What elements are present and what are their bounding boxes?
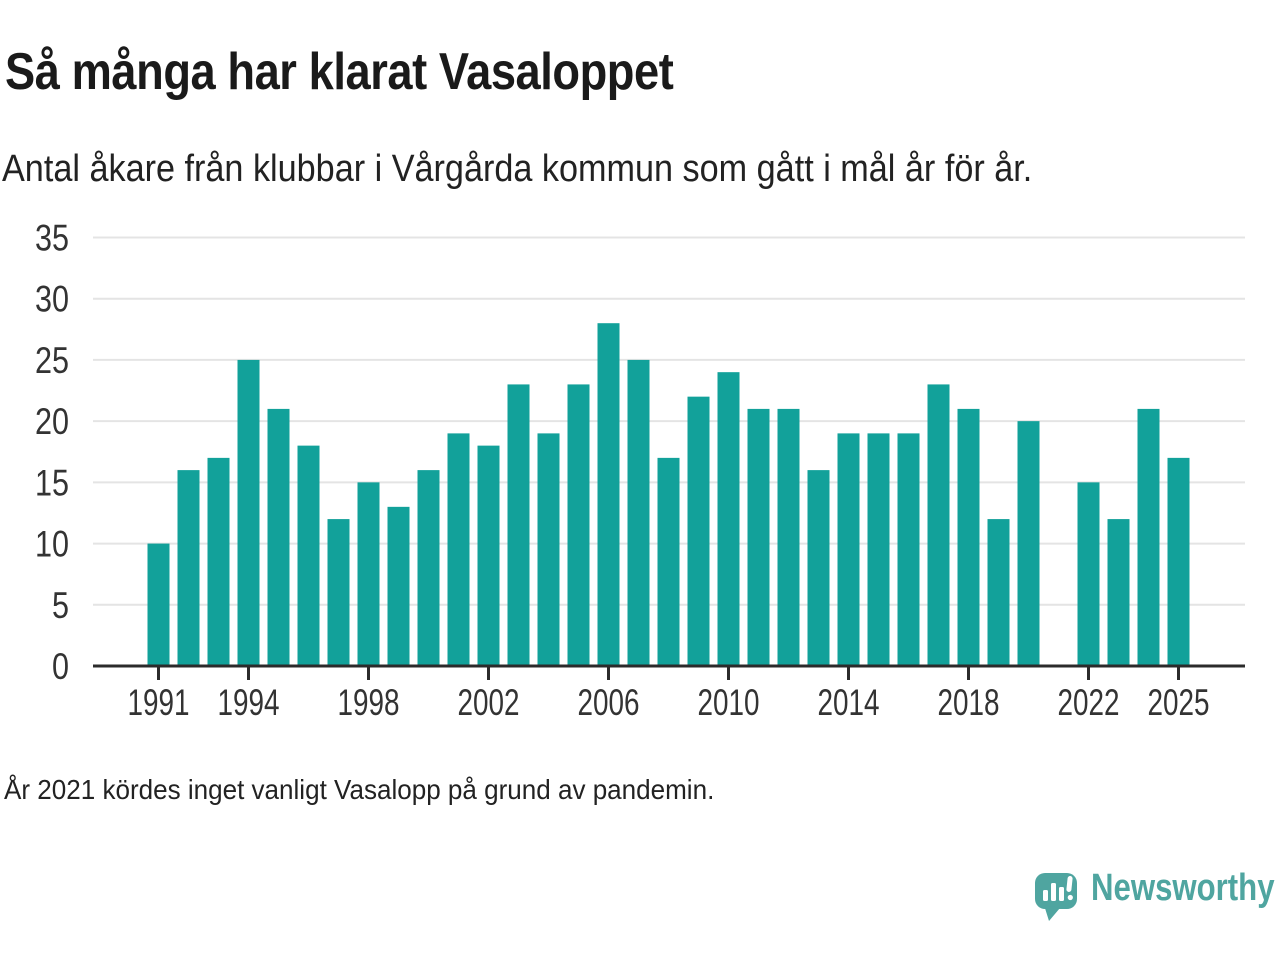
- mini-bar-icon: [1043, 890, 1048, 901]
- y-tick-label-25: 25: [35, 339, 69, 381]
- y-tick-label-5: 5: [52, 584, 69, 626]
- bar-1993: [208, 458, 230, 666]
- bar-2011: [748, 409, 770, 666]
- bar-1992: [178, 470, 200, 666]
- bar-2007: [628, 360, 650, 666]
- y-tick-label-0: 0: [52, 646, 69, 687]
- bar-2003: [508, 384, 530, 666]
- x-tick-label-2022: 2022: [1057, 682, 1120, 723]
- bar-2017: [928, 384, 950, 666]
- bar-1995: [268, 409, 290, 666]
- y-tick-label-10: 10: [35, 523, 69, 565]
- bar-2012: [778, 409, 800, 666]
- bar-2024: [1138, 409, 1160, 666]
- bar-2001: [448, 433, 470, 666]
- x-tick-label-1991: 1991: [127, 682, 190, 723]
- bar-2020: [1018, 421, 1040, 666]
- x-tick-label-2014: 2014: [817, 682, 880, 723]
- chart-title: Så många har klarat Vasaloppet: [5, 43, 674, 101]
- bar-1997: [328, 519, 350, 666]
- x-tick-label-2025: 2025: [1147, 682, 1210, 723]
- bar-2019: [988, 519, 1010, 666]
- mini-bar-icon: [1059, 887, 1064, 901]
- bar-2018: [958, 409, 980, 666]
- bar-2023: [1108, 519, 1130, 666]
- x-tick-label-2018: 2018: [937, 682, 1000, 723]
- bar-2009: [688, 397, 710, 666]
- footnote: År 2021 kördes inget vanligt Vasalopp på grund av pandemin.: [4, 774, 715, 805]
- chart-subtitle: Antal åkare från klubbar i Vårgårda kommun som gått i mål år för år.: [2, 148, 1033, 190]
- y-tick-label-35: 35: [35, 217, 69, 259]
- y-tick-label-20: 20: [35, 401, 69, 443]
- brand-name: Newsworthy: [1091, 867, 1275, 909]
- x-tick-label-1998: 1998: [337, 682, 400, 723]
- bar-1996: [298, 446, 320, 666]
- bar-2004: [538, 433, 560, 666]
- bar-2015: [868, 433, 890, 666]
- bar-2014: [838, 433, 860, 666]
- y-tick-label-30: 30: [35, 278, 69, 320]
- newsworthy-logo-icon: [1035, 871, 1079, 923]
- x-tick-label-2006: 2006: [577, 682, 640, 723]
- x-tick-label-2002: 2002: [457, 682, 520, 723]
- bar-1998: [358, 482, 380, 666]
- bar-1991: [148, 544, 170, 666]
- bar-2000: [418, 470, 440, 666]
- newsworthy-branding: [1035, 869, 1280, 923]
- bar-2016: [898, 433, 920, 666]
- x-tick-label-1994: 1994: [217, 682, 280, 723]
- exclamation-dot-icon: [1068, 895, 1073, 900]
- bar-2025: [1168, 458, 1190, 666]
- bar-2010: [718, 372, 740, 666]
- bar-2002: [478, 446, 500, 666]
- mini-bar-icon: [1051, 883, 1056, 901]
- bar-1994: [238, 360, 260, 666]
- bar-1999: [388, 507, 410, 666]
- x-tick-label-2010: 2010: [697, 682, 760, 723]
- y-tick-label-15: 15: [35, 462, 69, 504]
- bar-2008: [658, 458, 680, 666]
- bar-2013: [808, 470, 830, 666]
- bar-2006: [598, 323, 620, 666]
- bar-2022: [1078, 482, 1100, 666]
- bar-2005: [568, 384, 590, 666]
